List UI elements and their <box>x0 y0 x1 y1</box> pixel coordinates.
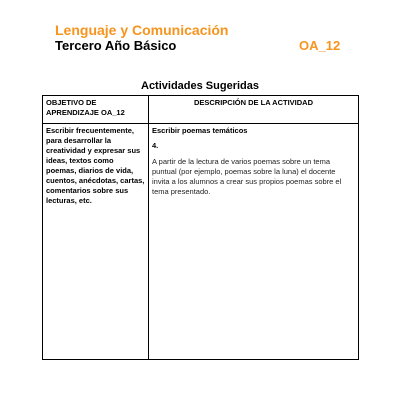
table-row <box>43 124 359 360</box>
section-title: Actividades Sugeridas <box>141 80 259 92</box>
objective-code: OA_12 <box>299 38 341 53</box>
subject-title: Lenguaje y Comunicación <box>55 22 229 38</box>
table-header-row <box>43 96 359 124</box>
description-cell <box>149 124 359 360</box>
objective-column-header: OBJETIVO DE APRENDIZAJE OA_12 <box>43 96 149 124</box>
grade-level: Tercero Año Básico <box>55 38 177 53</box>
activities-table <box>42 95 359 360</box>
description-column-header: DESCRIPCIÓN DE LA ACTIVIDAD <box>149 96 359 124</box>
activity-title: Escribir poemas temáticos <box>152 126 248 135</box>
objective-cell: Escribir frecuentemente, para desarrollar la creatividad y expresar sus ideas, textos como poemas, diarios de vida, cuentos, anécdotas, cartas, comentarios sobre sus lecturas, etc. <box>43 124 149 360</box>
activity-number: 4. <box>152 141 159 150</box>
activity-text: A partir de la lectura de varios poemas sobre un tema puntual (por ejemplo, poemas sobre la luna) el docente invita a los alumnos a crear sus propios poemas sobre el tema presentado. <box>152 157 342 196</box>
